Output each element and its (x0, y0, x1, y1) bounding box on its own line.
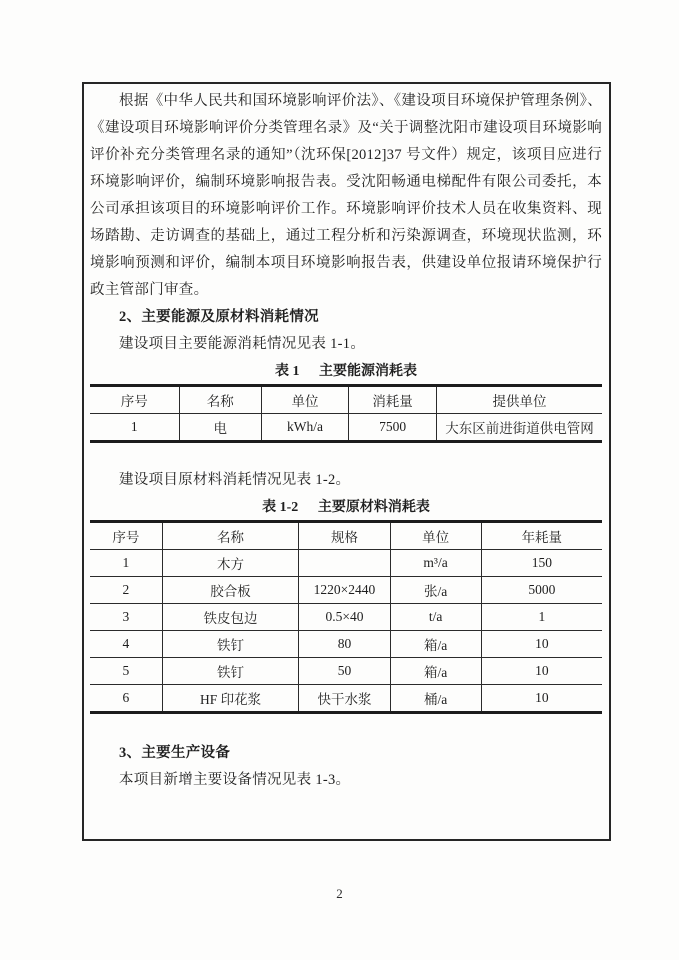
table-cell (299, 550, 390, 577)
table-1-2-caption-title: 主要原材料消耗表 (317, 500, 430, 515)
table-cell: 张/a (390, 577, 481, 604)
table-1-caption-title: 主要能源消耗表 (319, 364, 418, 379)
column-header: 序号 (90, 386, 179, 414)
raw-materials-intro: 建设项目原材料消耗情况见表 1-2。 (119, 472, 351, 488)
column-header: 序号 (90, 522, 162, 550)
table-cell: HF 印花浆 (162, 685, 299, 713)
column-header: 提供单位 (437, 386, 602, 414)
column-header: 年耗量 (481, 522, 602, 550)
table-cell: 1220×2440 (299, 577, 390, 604)
table-1-2-caption (90, 496, 602, 520)
table-cell: 1 (90, 414, 179, 442)
section-2-heading: 2、主要能源及原材料消耗情况 (119, 309, 319, 325)
table-cell: 50 (299, 658, 390, 685)
column-header: 单位 (262, 386, 349, 414)
table-cell: t/a (390, 604, 481, 631)
intro-paragraph: 根据《中华人民共和国环境影响评价法》、《建设项目环境保护管理条例》、《建设项目环境影响评价分类管理名录》及“关于调整沈阳市建设项目环境影响评价补充分类管理名录的通知”（沈环保[2012]37 号文件）规定，该项目应进行环境影响评价，编制环境影响报告表。受沈阳畅通电梯配件有限公司委托，本公司承担该项目的环境影响评价工作。环境影响评价技术人员在收集资料、现场踏勘、走访调查的基础上，通过工程分析和污染源调查，环境现状监测，环境影响预测和评价，编制本项目环境影响报告表，供建设单位报请环境保护行政主管部门审查。 (90, 93, 602, 298)
table-row (90, 631, 602, 658)
table-row (90, 685, 602, 713)
table-cell: 5 (90, 658, 162, 685)
table-row (90, 604, 602, 631)
column-header: 单位 (390, 522, 481, 550)
table-cell: 快干水浆 (299, 685, 390, 713)
table-cell: 桶/a (390, 685, 481, 713)
section-3-heading: 3、主要生产设备 (119, 745, 231, 761)
table-cell: 150 (481, 550, 602, 577)
table-cell: 箱/a (390, 631, 481, 658)
table-1-2-caption-label: 表 1-2 (262, 500, 299, 515)
column-header: 名称 (179, 386, 261, 414)
table-row (90, 658, 602, 685)
table-cell: 胶合板 (162, 577, 299, 604)
table-cell: kWh/a (262, 414, 349, 442)
table-1-caption (90, 360, 602, 384)
energy-consumption-intro: 建设项目主要能源消耗情况见表 1-1。 (119, 336, 366, 352)
table-cell: 5000 (481, 577, 602, 604)
equipment-intro: 本项目新增主要设备情况见表 1-3。 (119, 772, 351, 788)
table-cell: 3 (90, 604, 162, 631)
table-cell: 木方 (162, 550, 299, 577)
table-1-caption-label: 表 1 (274, 364, 300, 379)
table-cell: 10 (481, 685, 602, 713)
table-cell: 1 (90, 550, 162, 577)
table-cell: 2 (90, 577, 162, 604)
column-header: 规格 (299, 522, 390, 550)
raw-materials-table (90, 520, 602, 714)
table-cell: 电 (179, 414, 261, 442)
table-cell: m³/a (390, 550, 481, 577)
table-cell: 箱/a (390, 658, 481, 685)
table-row (90, 550, 602, 577)
table-cell: 10 (481, 658, 602, 685)
column-header: 消耗量 (349, 386, 437, 414)
spacer (90, 443, 602, 467)
spacer (90, 714, 602, 740)
table-cell: 6 (90, 685, 162, 713)
table-cell: 铁钉 (162, 631, 299, 658)
energy-consumption-table (90, 384, 602, 443)
table-header-row (90, 522, 602, 550)
column-header: 名称 (162, 522, 299, 550)
table-row (90, 577, 602, 604)
table-cell: 铁钉 (162, 658, 299, 685)
table-row (90, 414, 602, 442)
page-number: 2 (336, 886, 343, 901)
table-cell: 80 (299, 631, 390, 658)
table-cell: 铁皮包边 (162, 604, 299, 631)
table-cell: 0.5×40 (299, 604, 390, 631)
content-border-box (82, 82, 611, 841)
table-cell: 4 (90, 631, 162, 658)
table-header-row (90, 386, 602, 414)
table-cell: 10 (481, 631, 602, 658)
table-cell: 大东区前进街道供电管网 (437, 414, 602, 442)
table-cell: 1 (481, 604, 602, 631)
table-cell: 7500 (349, 414, 437, 442)
